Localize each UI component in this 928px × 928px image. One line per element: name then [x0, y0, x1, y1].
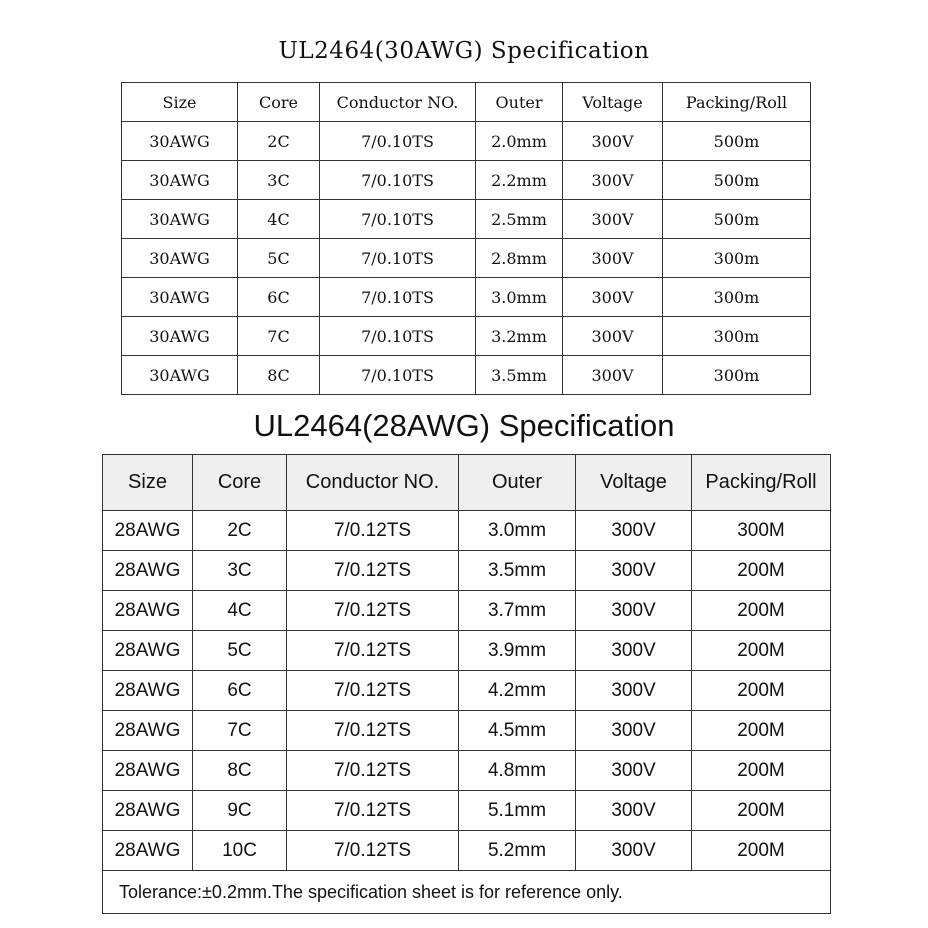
tolerance-row	[103, 871, 831, 914]
table-row	[103, 551, 831, 591]
table-cell: 4C	[238, 200, 320, 239]
table-cell: 3.5mm	[459, 551, 576, 591]
table-cell: 500m	[663, 161, 811, 200]
table-cell: 7/0.12TS	[287, 631, 459, 671]
table-cell: 7/0.10TS	[320, 317, 476, 356]
table-cell: 30AWG	[122, 200, 238, 239]
table-cell: 7/0.12TS	[287, 831, 459, 871]
table-cell: 300V	[576, 671, 692, 711]
table-cell: 7/0.10TS	[320, 200, 476, 239]
table-row	[122, 161, 811, 200]
table-row	[103, 671, 831, 711]
table-cell: 30AWG	[122, 278, 238, 317]
table-row	[122, 122, 811, 161]
table-cell: 300V	[563, 161, 663, 200]
table-cell: 30AWG	[122, 122, 238, 161]
table-cell: 4.8mm	[459, 751, 576, 791]
column-header: Packing/Roll	[692, 455, 831, 511]
table-cell: 2.2mm	[476, 161, 563, 200]
table-cell: 300V	[576, 751, 692, 791]
column-header: Voltage	[576, 455, 692, 511]
table-cell: 7/0.12TS	[287, 791, 459, 831]
column-header: Conductor NO.	[320, 83, 476, 122]
table-cell: 300V	[563, 200, 663, 239]
table-cell: 7/0.10TS	[320, 356, 476, 395]
table-cell: 2.8mm	[476, 239, 563, 278]
header-row	[122, 83, 811, 122]
table-28awg-title: UL2464(28AWG) Specification	[253, 408, 675, 443]
table-cell: 7/0.10TS	[320, 122, 476, 161]
table-cell: 7/0.10TS	[320, 278, 476, 317]
table-cell: 200M	[692, 791, 831, 831]
table-cell: 6C	[238, 278, 320, 317]
table-cell: 28AWG	[103, 551, 193, 591]
table-cell: 4.5mm	[459, 711, 576, 751]
table-cell: 7/0.12TS	[287, 511, 459, 551]
table-cell: 300m	[663, 317, 811, 356]
table-cell: 10C	[193, 831, 287, 871]
table-cell: 300V	[563, 356, 663, 395]
table-cell: 7C	[238, 317, 320, 356]
table-cell: 200M	[692, 751, 831, 791]
table-cell: 3C	[238, 161, 320, 200]
table-cell: 5C	[238, 239, 320, 278]
table-cell: 28AWG	[103, 631, 193, 671]
table-cell: 2C	[238, 122, 320, 161]
table-cell: 3.9mm	[459, 631, 576, 671]
table-cell: 200M	[692, 631, 831, 671]
column-header: Packing/Roll	[663, 83, 811, 122]
column-header: Voltage	[563, 83, 663, 122]
table-cell: 7/0.12TS	[287, 711, 459, 751]
table-cell: 30AWG	[122, 239, 238, 278]
table-row	[103, 631, 831, 671]
table-cell: 300V	[576, 631, 692, 671]
table-cell: 300m	[663, 278, 811, 317]
table-row	[122, 356, 811, 395]
table-cell: 300M	[692, 511, 831, 551]
table-cell: 6C	[193, 671, 287, 711]
table-cell: 28AWG	[103, 751, 193, 791]
spec-table-28awg	[102, 454, 831, 914]
table-cell: 28AWG	[103, 591, 193, 631]
table-cell: 200M	[692, 711, 831, 751]
table-row	[103, 791, 831, 831]
table-cell: 7/0.10TS	[320, 161, 476, 200]
table-cell: 7/0.10TS	[320, 239, 476, 278]
table-cell: 5C	[193, 631, 287, 671]
table-cell: 200M	[692, 591, 831, 631]
table-cell: 300V	[576, 791, 692, 831]
table-cell: 30AWG	[122, 317, 238, 356]
table-30awg-title: UL2464(30AWG) Specification	[278, 38, 650, 64]
column-header: Core	[193, 455, 287, 511]
table-cell: 200M	[692, 831, 831, 871]
table-row	[103, 831, 831, 871]
table-cell: 300V	[563, 278, 663, 317]
table-row	[103, 711, 831, 751]
table-cell: 9C	[193, 791, 287, 831]
table-cell: 28AWG	[103, 831, 193, 871]
table-cell: 28AWG	[103, 791, 193, 831]
table-cell: 3.0mm	[459, 511, 576, 551]
table-cell: 7/0.12TS	[287, 751, 459, 791]
table-cell: 3.5mm	[476, 356, 563, 395]
table-cell: 200M	[692, 551, 831, 591]
table-cell: 8C	[238, 356, 320, 395]
table-cell: 300V	[563, 239, 663, 278]
table-cell: 2.0mm	[476, 122, 563, 161]
table-cell: 5.2mm	[459, 831, 576, 871]
column-header: Outer	[476, 83, 563, 122]
table-cell: 30AWG	[122, 161, 238, 200]
table-cell: 5.1mm	[459, 791, 576, 831]
table-cell: 300V	[576, 711, 692, 751]
table-cell: 300V	[563, 317, 663, 356]
table-row	[122, 239, 811, 278]
table-cell: 3.7mm	[459, 591, 576, 631]
table-cell: 3.2mm	[476, 317, 563, 356]
table-cell: 3C	[193, 551, 287, 591]
spec-table-30awg	[121, 82, 811, 395]
column-header: Size	[103, 455, 193, 511]
table-cell: 7/0.12TS	[287, 591, 459, 631]
table-cell: 4C	[193, 591, 287, 631]
table-cell: 7/0.12TS	[287, 671, 459, 711]
table-cell: 300V	[563, 122, 663, 161]
table-cell: 30AWG	[122, 356, 238, 395]
table-cell: 300m	[663, 239, 811, 278]
table-cell: 300V	[576, 551, 692, 591]
table-row	[122, 317, 811, 356]
column-header: Outer	[459, 455, 576, 511]
column-header: Conductor NO.	[287, 455, 459, 511]
header-row	[103, 455, 831, 511]
table-cell: 300m	[663, 356, 811, 395]
table-cell: 7C	[193, 711, 287, 751]
table-cell: 7/0.12TS	[287, 551, 459, 591]
table-cell: 300V	[576, 831, 692, 871]
table-cell: 300V	[576, 591, 692, 631]
table-cell: 2.5mm	[476, 200, 563, 239]
table-cell: 28AWG	[103, 671, 193, 711]
table-cell: 200M	[692, 671, 831, 711]
table-row	[103, 591, 831, 631]
column-header: Core	[238, 83, 320, 122]
table-row	[122, 278, 811, 317]
table-cell: 300V	[576, 511, 692, 551]
table-cell: 28AWG	[103, 511, 193, 551]
table-row	[103, 751, 831, 791]
table-cell: 28AWG	[103, 711, 193, 751]
table-cell: 500m	[663, 122, 811, 161]
table-cell: 500m	[663, 200, 811, 239]
table-cell: 3.0mm	[476, 278, 563, 317]
table-row	[122, 200, 811, 239]
table-row	[103, 511, 831, 551]
column-header: Size	[122, 83, 238, 122]
table-cell: 8C	[193, 751, 287, 791]
table-cell: 2C	[193, 511, 287, 551]
table-cell: 4.2mm	[459, 671, 576, 711]
tolerance-note: Tolerance:±0.2mm.The specification sheet is for reference only.	[103, 871, 831, 914]
